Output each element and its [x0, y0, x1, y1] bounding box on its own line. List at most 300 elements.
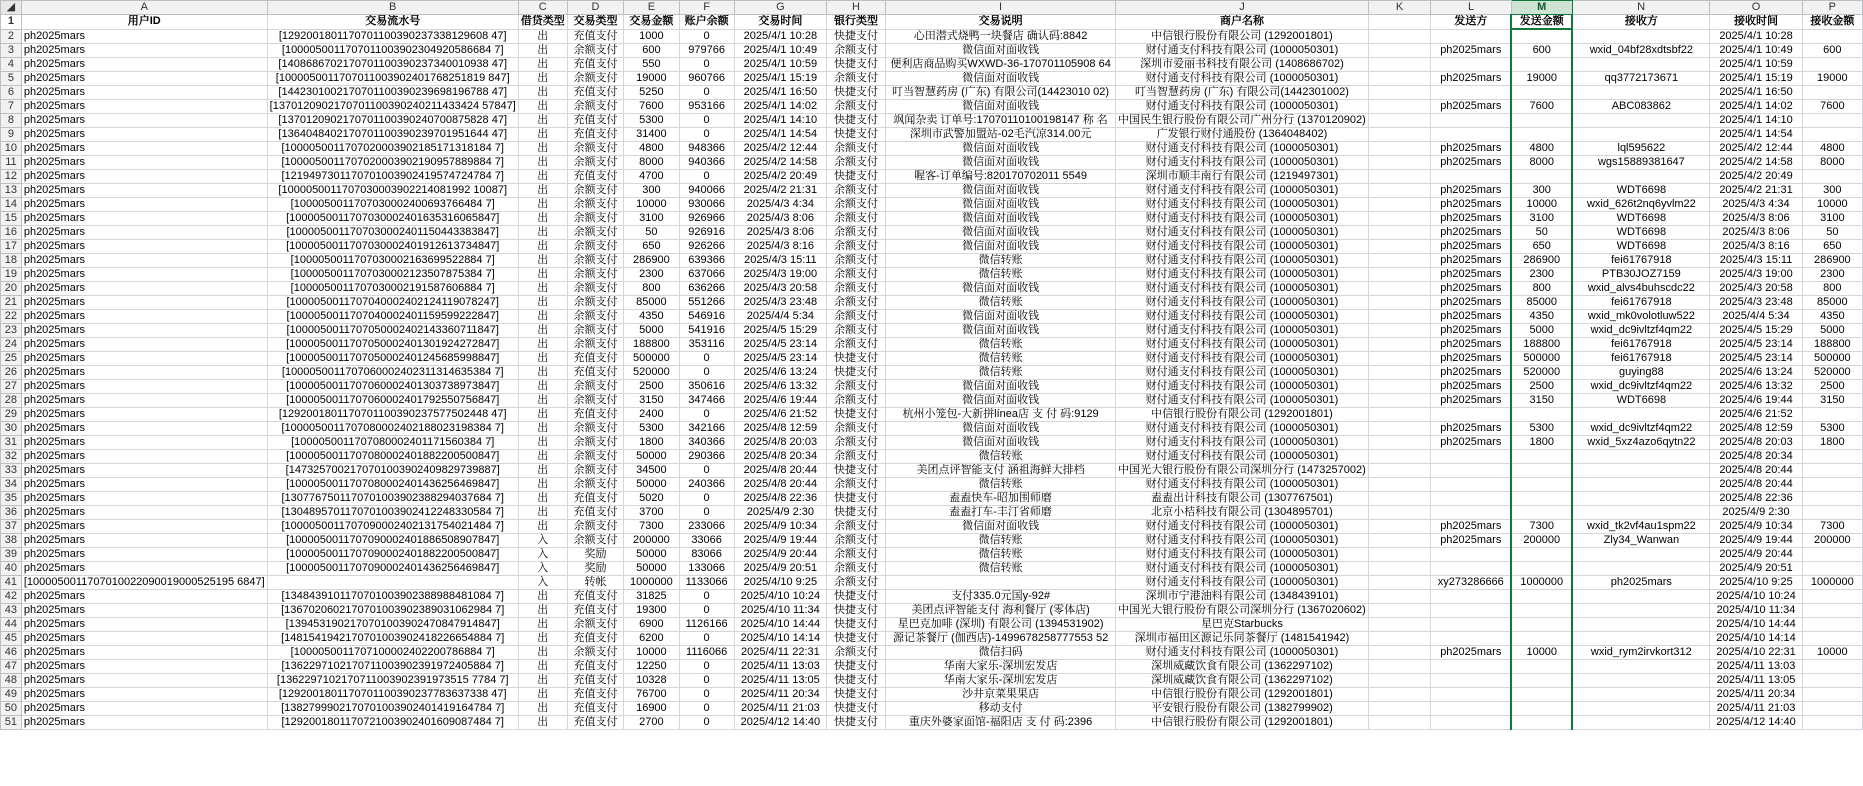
- cell-recvamt[interactable]: 520000: [1802, 366, 1862, 380]
- cell-sendamt[interactable]: [1511, 660, 1572, 674]
- cell-txnno[interactable]: [1000050011707060002401303738973847]: [267, 380, 518, 394]
- cell-txnno[interactable]: [1000050011707090002401886508907847]: [267, 534, 518, 548]
- cell-userid[interactable]: ph2025mars: [21, 548, 267, 562]
- cell-bank[interactable]: 快捷支付: [827, 29, 886, 44]
- cell-recvtime[interactable]: 2025/4/11 20:34: [1710, 688, 1802, 702]
- cell-userid[interactable]: ph2025mars: [21, 604, 267, 618]
- cell-bank[interactable]: 余额支付: [827, 450, 886, 464]
- cell-time[interactable]: 2025/4/6 13:32: [734, 380, 826, 394]
- cell-lend[interactable]: 出: [518, 604, 567, 618]
- row-number[interactable]: 26: [1, 366, 22, 380]
- cell-blank[interactable]: [1368, 548, 1431, 562]
- cell-time[interactable]: 2025/4/3 8:06: [734, 226, 826, 240]
- cell-recvamt[interactable]: [1802, 688, 1862, 702]
- table-row[interactable]: [1, 254, 1863, 268]
- cell-recv[interactable]: [1572, 450, 1710, 464]
- table-row[interactable]: [1, 450, 1863, 464]
- cell-merchant[interactable]: 财付通支付科技有限公司 (1000050301): [1116, 268, 1369, 282]
- table-row[interactable]: [1, 156, 1863, 170]
- cell-type[interactable]: 余额支付: [567, 436, 623, 450]
- cell-txnno[interactable]: [1000050011707030002191587606884 7]: [267, 282, 518, 296]
- cell-desc[interactable]: 微信转账: [886, 338, 1116, 352]
- cell-time[interactable]: 2025/4/10 11:34: [734, 604, 826, 618]
- cell-desc[interactable]: 美团点评智能支付 海利餐厅 (零体店): [886, 604, 1116, 618]
- cell-time[interactable]: 2025/4/11 22:31: [734, 646, 826, 660]
- cell-recvtime[interactable]: 2025/4/1 15:19: [1710, 72, 1802, 86]
- cell-desc[interactable]: 华南大家乐-深圳宏发店: [886, 660, 1116, 674]
- cell-bank[interactable]: 余额支付: [827, 282, 886, 296]
- cell-lend[interactable]: 出: [518, 464, 567, 478]
- cell-desc[interactable]: 便利店商品购买WXWD-36-170701105908 64: [886, 58, 1116, 72]
- cell-recvamt[interactable]: [1802, 674, 1862, 688]
- cell-lend[interactable]: 出: [518, 72, 567, 86]
- cell-desc[interactable]: 盍盍打车-丰汀省师磨: [886, 506, 1116, 520]
- cell-recvtime[interactable]: 2025/4/2 20:49: [1710, 170, 1802, 184]
- cell-time[interactable]: 2025/4/3 19:00: [734, 268, 826, 282]
- cell-sender[interactable]: [1431, 548, 1511, 562]
- cell-time[interactable]: 2025/4/9 19:44: [734, 534, 826, 548]
- cell-recv[interactable]: fei61767918: [1572, 254, 1710, 268]
- cell-recv[interactable]: [1572, 408, 1710, 422]
- cell-merchant[interactable]: 财付通支付科技有限公司 (1000050301): [1116, 184, 1369, 198]
- cell-lend[interactable]: 出: [518, 338, 567, 352]
- cell-userid[interactable]: ph2025mars: [21, 100, 267, 114]
- cell-recv[interactable]: wxid_dc9ivltzf4qm22: [1572, 422, 1710, 436]
- cell-bank[interactable]: 快捷支付: [827, 702, 886, 716]
- cell-bank[interactable]: 快捷支付: [827, 86, 886, 100]
- cell-amt[interactable]: 6900: [624, 618, 679, 632]
- table-row[interactable]: [1, 352, 1863, 366]
- cell-recvtime[interactable]: 2025/4/11 13:05: [1710, 674, 1802, 688]
- cell-bank[interactable]: 余额支付: [827, 436, 886, 450]
- cell-bal[interactable]: 0: [679, 366, 734, 380]
- cell-desc[interactable]: 微信面对面收钱: [886, 198, 1116, 212]
- cell-recv[interactable]: [1572, 618, 1710, 632]
- column-header-P[interactable]: P: [1802, 1, 1862, 15]
- cell-bal[interactable]: 0: [679, 688, 734, 702]
- row-number[interactable]: 14: [1, 198, 22, 212]
- cell-txnno[interactable]: [1394531902170701003902470847914847]: [267, 618, 518, 632]
- row-number[interactable]: 1: [1, 15, 22, 30]
- cell-sender[interactable]: ph2025mars: [1431, 338, 1511, 352]
- cell-amt[interactable]: 5300: [624, 114, 679, 128]
- cell-lend[interactable]: 出: [518, 254, 567, 268]
- cell-txnno[interactable]: [1000050011707020003902185171318184 7]: [267, 142, 518, 156]
- cell-sendamt[interactable]: [1511, 464, 1572, 478]
- cell-sendamt[interactable]: 600: [1511, 44, 1572, 58]
- cell-txnno[interactable]: [1000050011707100002402200786884 7]: [267, 646, 518, 660]
- cell-amt[interactable]: 650: [624, 240, 679, 254]
- cell-merchant[interactable]: 中国光大银行股份有限公司深圳分行 (1367020602): [1116, 604, 1369, 618]
- cell-recvamt[interactable]: 5300: [1802, 422, 1862, 436]
- row-number[interactable]: 41: [1, 576, 22, 590]
- cell-desc[interactable]: 喔客-订单编号:820170702011 5549: [886, 170, 1116, 184]
- cell-merchant[interactable]: 深圳威藏饮食有限公司 (1362297102): [1116, 660, 1369, 674]
- cell-recvamt[interactable]: [1802, 506, 1862, 520]
- cell-txnno[interactable]: [1370120902170701100390240211433424 57847]: [267, 100, 518, 114]
- cell-amt[interactable]: 6200: [624, 632, 679, 646]
- cell-recvamt[interactable]: [1802, 29, 1862, 44]
- cell-sendamt[interactable]: [1511, 548, 1572, 562]
- cell-recv[interactable]: [1572, 170, 1710, 184]
- cell-recvtime[interactable]: 2025/4/8 20:34: [1710, 450, 1802, 464]
- table-row[interactable]: [1, 380, 1863, 394]
- cell-time[interactable]: 2025/4/11 13:05: [734, 674, 826, 688]
- cell-time[interactable]: 2025/4/8 20:34: [734, 450, 826, 464]
- cell-merchant[interactable]: 财付通支付科技有限公司 (1000050301): [1116, 394, 1369, 408]
- cell-blank[interactable]: [1368, 674, 1431, 688]
- cell-desc[interactable]: 微信面对面收钱: [886, 156, 1116, 170]
- cell-txnno[interactable]: [1000050011707050002402143360711847]: [267, 324, 518, 338]
- cell-merchant[interactable]: 财付通支付科技有限公司 (1000050301): [1116, 72, 1369, 86]
- cell-sender[interactable]: ph2025mars: [1431, 184, 1511, 198]
- column-header-B[interactable]: B: [267, 1, 518, 15]
- cell-type[interactable]: 余额支付: [567, 422, 623, 436]
- cell-type[interactable]: 余额支付: [567, 100, 623, 114]
- cell-bal[interactable]: 636266: [679, 282, 734, 296]
- cell-desc[interactable]: 深圳市武警加盟站-02毛汽凉314.00元: [886, 128, 1116, 142]
- cell-userid[interactable]: ph2025mars: [21, 716, 267, 730]
- cell-type[interactable]: 充值支付: [567, 604, 623, 618]
- cell-bank[interactable]: 快捷支付: [827, 408, 886, 422]
- cell-recv[interactable]: fei61767918: [1572, 352, 1710, 366]
- cell-recvamt[interactable]: [1802, 590, 1862, 604]
- cell-sendamt[interactable]: 10000: [1511, 646, 1572, 660]
- cell-recvamt[interactable]: 300: [1802, 184, 1862, 198]
- cell-bal[interactable]: 546916: [679, 310, 734, 324]
- cell-recv[interactable]: ph2025mars: [1572, 576, 1710, 590]
- cell-txnno[interactable]: [1219497301170701003902419574724784 7]: [267, 170, 518, 184]
- cell-bal[interactable]: 0: [679, 590, 734, 604]
- cell-recvtime[interactable]: 2025/4/8 22:36: [1710, 492, 1802, 506]
- cell-time[interactable]: 2025/4/2 21:31: [734, 184, 826, 198]
- cell-sendamt[interactable]: 800: [1511, 282, 1572, 296]
- column-header-D[interactable]: D: [567, 1, 623, 15]
- cell-merchant[interactable]: 深圳市宁港油料有限公司 (1348439101): [1116, 590, 1369, 604]
- cell-desc[interactable]: 微信转账: [886, 352, 1116, 366]
- cell-time[interactable]: 2025/4/8 20:44: [734, 478, 826, 492]
- cell-amt[interactable]: 1000000: [624, 576, 679, 590]
- cell-userid[interactable]: ph2025mars: [21, 436, 267, 450]
- cell-recvtime[interactable]: 2025/4/11 13:03: [1710, 660, 1802, 674]
- cell-bank[interactable]: 余额支付: [827, 562, 886, 576]
- cell-bank[interactable]: 余额支付: [827, 240, 886, 254]
- table-row[interactable]: [1, 86, 1863, 100]
- cell-recv[interactable]: wxid_dc9ivltzf4qm22: [1572, 324, 1710, 338]
- cell-desc[interactable]: 心田潜式烧鸭一块餐店 确认码:8842: [886, 29, 1116, 44]
- table-row[interactable]: [1, 534, 1863, 548]
- cell-bal[interactable]: 0: [679, 674, 734, 688]
- cell-txnno[interactable]: [1481541942170701003902418226654884 7]: [267, 632, 518, 646]
- cell-userid[interactable]: [1000050011707010022090019000525195 6847]: [21, 576, 267, 590]
- cell-amt[interactable]: 2300: [624, 268, 679, 282]
- cell-merchant[interactable]: 财付通支付科技有限公司 (1000050301): [1116, 646, 1369, 660]
- cell-type[interactable]: 余额支付: [567, 198, 623, 212]
- cell-amt[interactable]: 50000: [624, 548, 679, 562]
- cell-lend[interactable]: 入: [518, 534, 567, 548]
- row-number[interactable]: 38: [1, 534, 22, 548]
- cell-bal[interactable]: 233066: [679, 520, 734, 534]
- cell-userid[interactable]: ph2025mars: [21, 184, 267, 198]
- row-number[interactable]: 36: [1, 506, 22, 520]
- cell-time[interactable]: 2025/4/8 22:36: [734, 492, 826, 506]
- row-number[interactable]: 6: [1, 86, 22, 100]
- cell-txnno[interactable]: [1000050011707011003902401768251819 847]: [267, 72, 518, 86]
- cell-userid[interactable]: ph2025mars: [21, 562, 267, 576]
- cell-amt[interactable]: 34500: [624, 464, 679, 478]
- cell-merchant[interactable]: 财付通支付科技有限公司 (1000050301): [1116, 366, 1369, 380]
- cell-txnno[interactable]: [1000050011707011003902304920586684 7]: [267, 44, 518, 58]
- cell-desc[interactable]: 微信面对面收钱: [886, 44, 1116, 58]
- cell-type[interactable]: 余额支付: [567, 646, 623, 660]
- cell-type[interactable]: 奖励: [567, 562, 623, 576]
- cell-amt[interactable]: 2500: [624, 380, 679, 394]
- cell-txnno[interactable]: [1000050011707030002163699522884 7]: [267, 254, 518, 268]
- cell-lend[interactable]: 出: [518, 58, 567, 72]
- table-row[interactable]: [1, 366, 1863, 380]
- cell-desc[interactable]: 支付335.0元国y-92#: [886, 590, 1116, 604]
- cell-bal[interactable]: 0: [679, 114, 734, 128]
- cell-recv[interactable]: lql595622: [1572, 142, 1710, 156]
- cell-blank[interactable]: [1368, 450, 1431, 464]
- cell-userid[interactable]: ph2025mars: [21, 156, 267, 170]
- cell-sender[interactable]: [1431, 674, 1511, 688]
- cell-amt[interactable]: 5000: [624, 324, 679, 338]
- cell-time[interactable]: 2025/4/11 21:03: [734, 702, 826, 716]
- cell-lend[interactable]: 出: [518, 226, 567, 240]
- cell-recvamt[interactable]: [1802, 492, 1862, 506]
- cell-recv[interactable]: [1572, 464, 1710, 478]
- cell-time[interactable]: 2025/4/1 16:50: [734, 86, 826, 100]
- cell-merchant[interactable]: 财付通支付科技有限公司 (1000050301): [1116, 338, 1369, 352]
- cell-desc[interactable]: 华南大家乐-深圳宏发店: [886, 674, 1116, 688]
- cell-blank[interactable]: [1368, 380, 1431, 394]
- cell-bank[interactable]: 快捷支付: [827, 352, 886, 366]
- cell-userid[interactable]: ph2025mars: [21, 464, 267, 478]
- cell-desc[interactable]: 微信面对面收钱: [886, 212, 1116, 226]
- cell-recvtime[interactable]: 2025/4/10 9:25: [1710, 576, 1802, 590]
- row-number[interactable]: 7: [1, 100, 22, 114]
- row-number[interactable]: 45: [1, 632, 22, 646]
- cell-bank[interactable]: 快捷支付: [827, 590, 886, 604]
- cell-bal[interactable]: 960766: [679, 72, 734, 86]
- cell-type[interactable]: 充值支付: [567, 660, 623, 674]
- cell-txnno[interactable]: [1364048402170701100390239701951644 47]: [267, 128, 518, 142]
- column-header-E[interactable]: E: [624, 1, 679, 15]
- cell-recv[interactable]: [1572, 604, 1710, 618]
- cell-type[interactable]: 充值支付: [567, 170, 623, 184]
- cell-recvtime[interactable]: 2025/4/9 19:44: [1710, 534, 1802, 548]
- cell-time[interactable]: 2025/4/1 10:28: [734, 29, 826, 44]
- cell-blank[interactable]: [1368, 632, 1431, 646]
- cell-merchant[interactable]: 财付通支付科技有限公司 (1000050301): [1116, 576, 1369, 590]
- cell-desc[interactable]: 微信面对面收钱: [886, 310, 1116, 324]
- cell-amt[interactable]: 3700: [624, 506, 679, 520]
- cell-lend[interactable]: 出: [518, 170, 567, 184]
- cell-recv[interactable]: [1572, 716, 1710, 730]
- row-number[interactable]: 50: [1, 702, 22, 716]
- cell-blank[interactable]: [1368, 366, 1431, 380]
- cell-type[interactable]: 充值支付: [567, 29, 623, 44]
- cell-bank[interactable]: 余额支付: [827, 184, 886, 198]
- table-row[interactable]: [1, 674, 1863, 688]
- cell-lend[interactable]: 出: [518, 520, 567, 534]
- cell-recvamt[interactable]: [1802, 128, 1862, 142]
- column-header-C[interactable]: C: [518, 1, 567, 15]
- table-row[interactable]: [1, 590, 1863, 604]
- cell-recvtime[interactable]: 2025/4/8 12:59: [1710, 422, 1802, 436]
- cell-recvamt[interactable]: 85000: [1802, 296, 1862, 310]
- row-number[interactable]: 2: [1, 29, 22, 44]
- cell-recv[interactable]: wgs15889381647: [1572, 156, 1710, 170]
- cell-bal[interactable]: 0: [679, 716, 734, 730]
- cell-blank[interactable]: [1368, 604, 1431, 618]
- row-number[interactable]: 51: [1, 716, 22, 730]
- cell-recv[interactable]: wxid_626t2nq6yvlm22: [1572, 198, 1710, 212]
- cell-amt[interactable]: 10000: [624, 198, 679, 212]
- cell-recvtime[interactable]: 2025/4/5 15:29: [1710, 324, 1802, 338]
- cell-sendamt[interactable]: [1511, 618, 1572, 632]
- cell-recvamt[interactable]: 10000: [1802, 646, 1862, 660]
- header-cell[interactable]: 商户名称: [1116, 15, 1369, 30]
- cell-txnno[interactable]: [1370120902170701100390240700875828 47]: [267, 114, 518, 128]
- header-cell[interactable]: 银行类型: [827, 15, 886, 30]
- cell-userid[interactable]: ph2025mars: [21, 29, 267, 44]
- cell-desc[interactable]: 飒闻杂卖 订单号:17070110100198147 称 名: [886, 114, 1116, 128]
- cell-time[interactable]: 2025/4/9 20:51: [734, 562, 826, 576]
- table-row[interactable]: [1, 198, 1863, 212]
- cell-recvamt[interactable]: 2300: [1802, 268, 1862, 282]
- cell-blank[interactable]: [1368, 520, 1431, 534]
- cell-blank[interactable]: [1368, 590, 1431, 604]
- row-number[interactable]: 12: [1, 170, 22, 184]
- cell-desc[interactable]: 微信面对面收钱: [886, 436, 1116, 450]
- cell-sender[interactable]: [1431, 492, 1511, 506]
- cell-lend[interactable]: 出: [518, 212, 567, 226]
- header-cell[interactable]: [1368, 15, 1431, 30]
- cell-bank[interactable]: 快捷支付: [827, 170, 886, 184]
- cell-sender[interactable]: ph2025mars: [1431, 100, 1511, 114]
- cell-blank[interactable]: [1368, 268, 1431, 282]
- cell-bal[interactable]: 0: [679, 492, 734, 506]
- cell-bank[interactable]: 快捷支付: [827, 506, 886, 520]
- cell-txnno[interactable]: [1292001801170701100390237577502448 47]: [267, 408, 518, 422]
- cell-desc[interactable]: 移动支付: [886, 702, 1116, 716]
- cell-desc[interactable]: 杭州小笼包-大新拼línea店 支 付 码:9129: [886, 408, 1116, 422]
- cell-amt[interactable]: 188800: [624, 338, 679, 352]
- cell-bal[interactable]: 1126166: [679, 618, 734, 632]
- cell-bank[interactable]: 快捷支付: [827, 492, 886, 506]
- cell-recvtime[interactable]: 2025/4/8 20:44: [1710, 464, 1802, 478]
- cell-lend[interactable]: 出: [518, 674, 567, 688]
- cell-merchant[interactable]: 财付通支付科技有限公司 (1000050301): [1116, 212, 1369, 226]
- cell-amt[interactable]: 300: [624, 184, 679, 198]
- cell-bank[interactable]: 快捷支付: [827, 604, 886, 618]
- row-number[interactable]: 18: [1, 254, 22, 268]
- table-row[interactable]: [1, 338, 1863, 352]
- cell-bank[interactable]: 快捷支付: [827, 114, 886, 128]
- cell-recvtime[interactable]: 2025/4/3 8:16: [1710, 240, 1802, 254]
- cell-recvtime[interactable]: 2025/4/10 22:31: [1710, 646, 1802, 660]
- cell-recvtime[interactable]: 2025/4/6 21:52: [1710, 408, 1802, 422]
- cell-type[interactable]: 余额支付: [567, 450, 623, 464]
- cell-recvtime[interactable]: 2025/4/5 23:14: [1710, 338, 1802, 352]
- cell-sendamt[interactable]: 500000: [1511, 352, 1572, 366]
- row-number[interactable]: 13: [1, 184, 22, 198]
- cell-bank[interactable]: 余额支付: [827, 226, 886, 240]
- cell-bank[interactable]: 余额支付: [827, 142, 886, 156]
- cell-amt[interactable]: 7300: [624, 520, 679, 534]
- cell-merchant[interactable]: 财付通支付科技有限公司 (1000050301): [1116, 282, 1369, 296]
- cell-sender[interactable]: ph2025mars: [1431, 436, 1511, 450]
- cell-bal[interactable]: 133066: [679, 562, 734, 576]
- cell-lend[interactable]: 出: [518, 156, 567, 170]
- cell-recvamt[interactable]: 3150: [1802, 394, 1862, 408]
- cell-bal[interactable]: 0: [679, 58, 734, 72]
- cell-desc[interactable]: 微信面对面收钱: [886, 394, 1116, 408]
- cell-txnno[interactable]: [1000050011707030003902214081992 10087]: [267, 184, 518, 198]
- cell-blank[interactable]: [1368, 282, 1431, 296]
- cell-sender[interactable]: [1431, 702, 1511, 716]
- row-number[interactable]: 27: [1, 380, 22, 394]
- cell-amt[interactable]: 31400: [624, 128, 679, 142]
- cell-recvtime[interactable]: 2025/4/10 14:14: [1710, 632, 1802, 646]
- cell-blank[interactable]: [1368, 29, 1431, 44]
- cell-type[interactable]: 余额支付: [567, 380, 623, 394]
- cell-recvamt[interactable]: [1802, 702, 1862, 716]
- table-row[interactable]: [1, 72, 1863, 86]
- cell-bal[interactable]: 0: [679, 506, 734, 520]
- cell-blank[interactable]: [1368, 688, 1431, 702]
- cell-blank[interactable]: [1368, 142, 1431, 156]
- cell-recvtime[interactable]: 2025/4/6 13:24: [1710, 366, 1802, 380]
- cell-recv[interactable]: Zly34_Wanwan: [1572, 534, 1710, 548]
- cell-txnno[interactable]: [1000050011707050002401245685998847]: [267, 352, 518, 366]
- cell-time[interactable]: 2025/4/1 14:54: [734, 128, 826, 142]
- table-row[interactable]: [1, 394, 1863, 408]
- cell-bal[interactable]: 930066: [679, 198, 734, 212]
- cell-bank[interactable]: 余额支付: [827, 72, 886, 86]
- cell-bank[interactable]: 余额支付: [827, 100, 886, 114]
- cell-recvamt[interactable]: 10000: [1802, 198, 1862, 212]
- row-number[interactable]: 28: [1, 394, 22, 408]
- table-row[interactable]: [1, 100, 1863, 114]
- cell-userid[interactable]: ph2025mars: [21, 170, 267, 184]
- cell-recv[interactable]: WDT6698: [1572, 184, 1710, 198]
- cell-bal[interactable]: 240366: [679, 478, 734, 492]
- table-row[interactable]: [1, 618, 1863, 632]
- cell-blank[interactable]: [1368, 72, 1431, 86]
- cell-bal[interactable]: 1133066: [679, 576, 734, 590]
- cell-desc[interactable]: 盍盍快车-昭加围师磨: [886, 492, 1116, 506]
- cell-bal[interactable]: 979766: [679, 44, 734, 58]
- cell-recvamt[interactable]: [1802, 114, 1862, 128]
- cell-blank[interactable]: [1368, 170, 1431, 184]
- cell-amt[interactable]: 85000: [624, 296, 679, 310]
- cell-sendamt[interactable]: 5000: [1511, 324, 1572, 338]
- cell-desc[interactable]: 微信转账: [886, 296, 1116, 310]
- cell-recv[interactable]: [1572, 128, 1710, 142]
- cell-merchant[interactable]: 深圳市福田区源记乐同茶餐厅 (1481541942): [1116, 632, 1369, 646]
- cell-desc[interactable]: 源记茶餐厅 (伽西店)-1499678258777553 52: [886, 632, 1116, 646]
- cell-sender[interactable]: [1431, 170, 1511, 184]
- cell-userid[interactable]: ph2025mars: [21, 646, 267, 660]
- cell-recv[interactable]: WDT6698: [1572, 226, 1710, 240]
- cell-bank[interactable]: 余额支付: [827, 44, 886, 58]
- cell-bal[interactable]: 342166: [679, 422, 734, 436]
- cell-userid[interactable]: ph2025mars: [21, 58, 267, 72]
- cell-blank[interactable]: [1368, 44, 1431, 58]
